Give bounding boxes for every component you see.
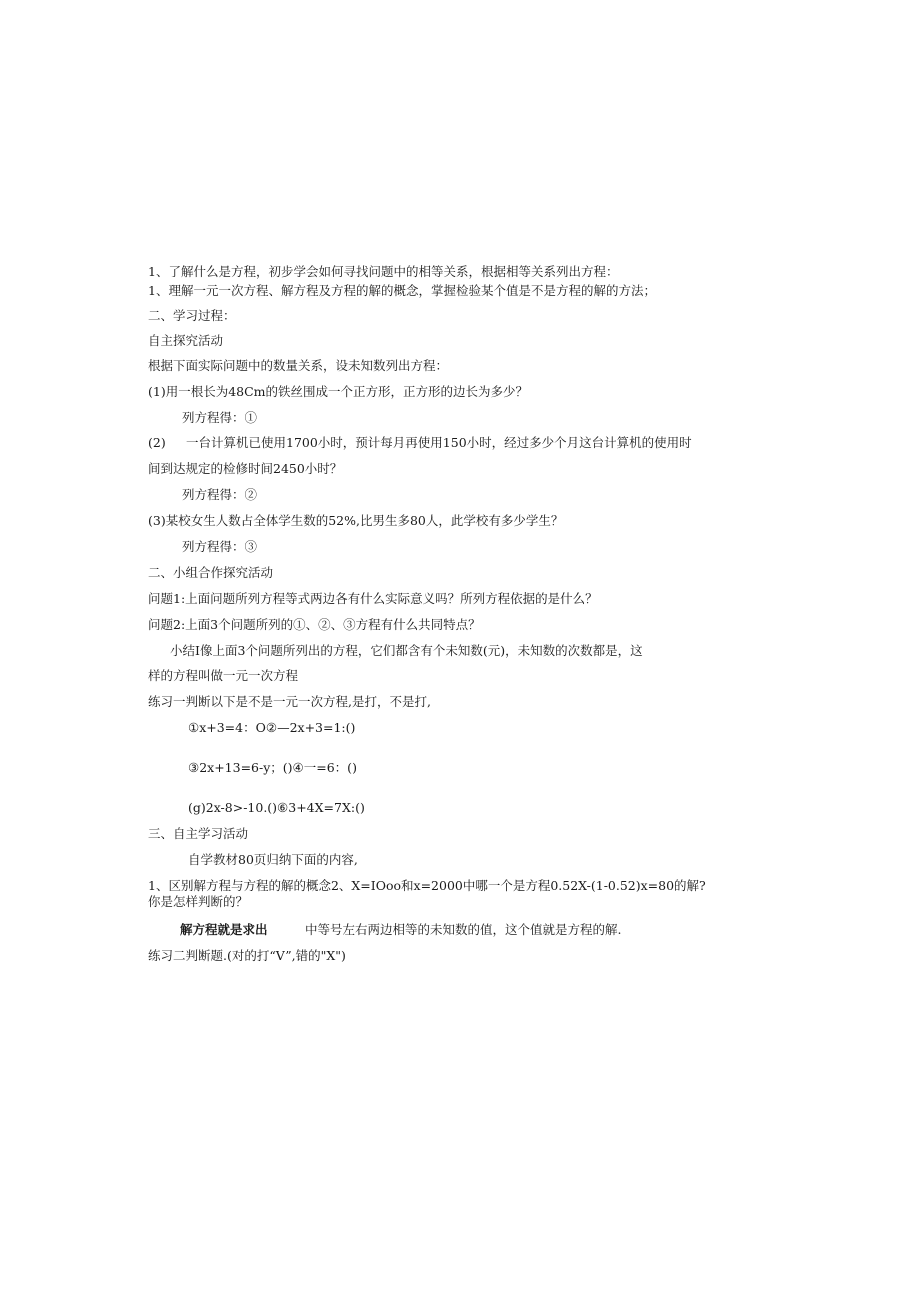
- problem-1: (1)用一根长为48Cm的铁丝围成一个正方形，正方形的边长为多少？: [148, 384, 529, 399]
- solve-equation-definition-rest: 中等号左右两边相等的未知数的值，这个值就是方程的解.: [305, 922, 622, 937]
- instruction-line: 根据下面实际问题中的数量关系，设未知数列出方程：: [148, 358, 449, 373]
- problem-3: (3)某校女生人数占全体学生数的52%,比男生多80人，此学校有多少学生？: [148, 513, 564, 528]
- objective-line-1: 1、了解什么是方程，初步学会如何寻找问题中的相等关系，根据相等关系列出方程：: [148, 264, 619, 279]
- section-heading-group-cooperation: 二、小组合作探究活动: [148, 565, 274, 580]
- question-1: 问题1:上面问题所列方程等式两边各有什么实际意义吗？所列方程依据的是什么？: [148, 591, 598, 606]
- problem-2-number: (2): [148, 435, 166, 450]
- section-heading-self-study: 三、自主学习活动: [148, 826, 249, 841]
- exercise-1-items-b: ③2x+13=6-y；()④一=6：(): [188, 760, 357, 775]
- equation-answer-2: 列方程得：②: [182, 487, 258, 502]
- solve-equation-definition-lead: 解方程就是求出: [180, 922, 268, 937]
- subheading-self-exploration: 自主探究活动: [148, 333, 224, 348]
- exercise-1-items-c: (g)2x-8>-10.()⑥3+4X=7X:(): [188, 800, 365, 815]
- equation-answer-1: 列方程得：①: [182, 410, 258, 425]
- problem-2-text: 一台计算机已使用1700小时，预计每月再使用150小时，经过多少个月这台计算机的使用时: [186, 435, 692, 450]
- section-heading-learning-process: 二、学习过程：: [148, 308, 236, 323]
- concept-question: 1、区别解方程与方程的解的概念2、X=IOoo和x=2000中哪一个是方程0.52X-(1-0.52)x=80的解?你是怎样判断的？: [148, 878, 706, 909]
- objective-line-2: 1、理解一元一次方程、解方程及方程的解的概念，掌握检验某个值是不是方程的解的方法；: [148, 283, 656, 298]
- equation-answer-3: 列方程得：③: [182, 539, 258, 554]
- summary-line-2: 样的方程叫做一元一次方程: [148, 668, 299, 683]
- exercise-2-heading: 练习二判断题.(对的打“V”,错的"X"): [148, 948, 346, 963]
- exercise-1-heading: 练习一判断以下是不是一元一次方程,是打，不是打,: [148, 694, 431, 709]
- question-2: 问题2:上面3个问题所列的①、②、③方程有什么共同特点？: [148, 617, 481, 632]
- problem-2-continued: 间到达规定的检修时间2450小时？: [148, 461, 343, 476]
- exercise-1-items-a: ①x+3=4：O②—2x+3=1:(): [188, 720, 356, 735]
- self-study-instruction: 自学教材80页归纳下面的内容,: [188, 852, 358, 867]
- summary-line-1: 小结Ⅰ像上面3个问题所列出的方程，它们都含有个未知数(元)，未知数的次数都是，这: [170, 643, 643, 658]
